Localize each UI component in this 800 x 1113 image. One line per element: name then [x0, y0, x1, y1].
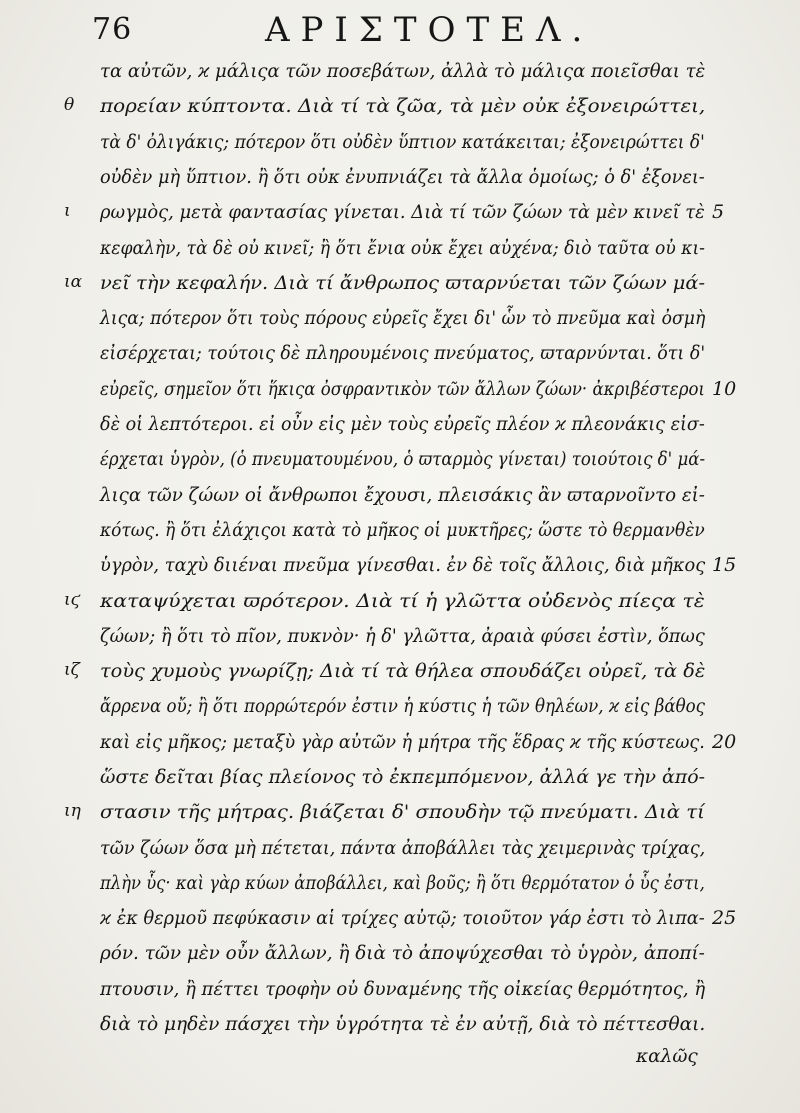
text-line — [100, 654, 706, 690]
left-margin-number: ιζ — [64, 660, 80, 680]
text-line — [100, 442, 763, 478]
running-title: ΑΡΙΣΤΟΤΕΛ. — [265, 10, 594, 50]
text-line-content: καὶ εἰς μῆκος; μεταξὺ γὰρ αὐτῶν ἡ μήτρα τῆς ἕδρας ϰ τῆς κύστεως. — [100, 732, 705, 753]
page-header — [0, 8, 800, 54]
text-line — [100, 301, 740, 337]
text-line — [100, 795, 705, 831]
page-number: 76 — [92, 12, 133, 47]
text-line — [100, 407, 726, 443]
text-line-content: ϰ ἐκ θερμοῦ πεφύκασιν αἱ τρίχες αὐτῷ; τοιοῦτον γάρ ἐστι τὸ λιπα- — [100, 908, 705, 929]
left-margin-number: ια — [64, 272, 83, 292]
text-line-content: στασιν τῆς μήτρας. βιάζεται δ' σπουδὴν τῷ πνεύματι. Διὰ τί — [100, 802, 705, 823]
text-line — [100, 866, 771, 902]
right-margin-line-number: 5 — [712, 201, 725, 223]
left-margin-number: ιη — [64, 801, 81, 821]
text-line-content: κότως. ἢ ὅτι ἐλάχιςοι κατὰ τὸ μῆκος οἱ μυκτῆρες; ὥστε τὸ θερμανθὲν — [100, 520, 705, 541]
text-line — [100, 1007, 706, 1043]
text-line — [100, 619, 721, 655]
text-line-content: δὲ οἱ λεπτότεροι. εἰ οὖν εἰς μὲν τοὺς εὐρεῖς πλέον ϰ πλεονάκις εἰσ- — [100, 414, 705, 435]
text-line-content: ἄρρενα οὔ; ἢ ὅτι πορρώτερόν ἐστιν ἡ κύστις ἡ τῶν θηλέων, ϰ εἰς βάθος — [100, 696, 706, 717]
catchword: καλῶς — [636, 1046, 698, 1067]
text-line-content: τοὺς χυμοὺς γνωρίζῃ; Διὰ τί τὰ θήλεα σπουδάζει οὐρεῖ, τὰ δὲ — [100, 661, 706, 682]
text-line — [100, 936, 705, 972]
left-margin-number: ι — [64, 201, 71, 221]
text-line — [100, 760, 706, 796]
text-line-content: ρόν. τῶν μὲν οὖν ἄλλων, ἢ διὰ τὸ ἀποψύχεσθαι τὸ ὑγρὸν, ἀποπί- — [100, 943, 705, 964]
text-line — [100, 89, 706, 125]
text-line — [100, 972, 713, 1008]
text-line — [100, 160, 722, 196]
text-line — [100, 231, 742, 267]
text-line — [100, 195, 715, 231]
text-line-content: πορείαν κύπτοντα. Διὰ τί τὰ ζῶα, τὰ μὲν οὐκ ἐξονειρώττει, — [100, 96, 706, 117]
left-margin-number: ιϛ — [64, 590, 81, 610]
text-line-content: νεῖ τὴν κεφαλήν. Διὰ τί ἄνθρωπος ϖταρνύεται τῶν ζώων μά- — [100, 273, 706, 294]
text-line-content: εὐρεῖς, σημεῖον ὅτι ἥκιςα ὀσφραντικὸν τῶν ἄλλων ζώων· ἀκριβέστεροι — [100, 379, 705, 400]
right-margin-line-number: 15 — [712, 554, 737, 576]
text-line-content: πλὴν ὗς· καὶ γὰρ κύων ἀποβάλλει, καὶ βοῦς; ἢ ὅτι θερμότατον ὁ ὗς ἐστι, — [100, 873, 705, 894]
right-margin-line-number: 10 — [712, 378, 737, 400]
text-line — [100, 901, 720, 937]
text-line — [100, 689, 760, 725]
text-line-content: πτουσιν, ἢ πέττει τροφὴν οὐ δυναμένης τῆς οἰκείας θερμότητος, ἢ — [100, 979, 706, 1000]
text-line-content: ζώων; ἢ ὅτι τὸ πῖον, πυκνὸν· ἡ δ' γλῶττα, ἀραιὰ φύσει ἐστὶν, ὅπως — [100, 626, 705, 647]
text-line-content: τα αὐτῶν, ϰ μάλιςα τῶν ποσεβάτων, ἀλλὰ τὸ μάλιςα ποιεῖσθαι τὲ — [100, 61, 706, 82]
left-margin-number: θ — [64, 95, 75, 115]
text-line-content: τῶν ζώων ὅσα μὴ πέτεται, πάντα ἀποβάλλει τὰς χειμερινὰς τρίχας, — [100, 838, 706, 859]
text-line-content: οὐδὲν μὴ ὕπτιον. ἢ ὅτι οὐκ ἐνυπνιάζει τὰ ἄλλα ὁμοίως; ὁ δ' ἐξονει- — [100, 167, 705, 188]
text-line-content: καταψύχεται ϖρότερον. Διὰ τί ἡ γλῶττα οὐδενὸς πίεςα τὲ — [100, 591, 705, 612]
text-line — [100, 584, 705, 620]
text-line — [100, 125, 746, 161]
text-line — [100, 725, 728, 761]
text-line-content: εἰσέρχεται; τούτοις δὲ πληρουμένοις πνεύματος, ϖταρνύνται. ὅτι δ' — [100, 343, 706, 364]
text-line-content: ρωγμὸς, μετὰ φαντασίας γίνεται. Διὰ τί τῶν ζώων τὰ μὲν κινεῖ τὲ — [100, 202, 705, 223]
text-line — [100, 266, 706, 302]
text-line — [100, 478, 705, 514]
text-line — [100, 513, 747, 549]
right-margin-line-number: 25 — [712, 907, 737, 929]
text-line-content: λιςα; πότερον ὅτι τοὺς πόρους εὐρεῖς ἔχει δι' ὧν τὸ πνεῦμα καὶ ὀσμὴ — [100, 308, 706, 329]
text-line-content: διὰ τὸ μηδὲν πάσχει τὴν ὑγρότητα τὲ ἐν αὐτῇ, διὰ τὸ πέττεσθαι. — [100, 1014, 706, 1035]
text-line-content: κεφαλὴν, τὰ δὲ οὐ κινεῖ; ἢ ὅτι ἔνια οὐκ ἔχει αὐχένα; διὸ ταῦτα οὐ κι- — [100, 238, 705, 259]
text-line — [100, 54, 711, 90]
text-line-content: τὰ δ' ὀλιγάκις; πότερον ὅτι οὐδὲν ὕπτιον κατάκειται; ἐξονειρώττει δ' — [100, 132, 705, 153]
text-line — [100, 831, 730, 867]
text-line-content: έρχεται ὑγρὸν, (ὁ πνευματουμένου, ὁ ϖταρμὸς γίνεται) τοιούτοις δ' μά- — [100, 449, 706, 470]
text-line-content: ὑγρὸν, ταχὺ διιέναι πνεῦμα γίνεσθαι. ἐν δὲ τοῖς ἄλλοις, διὰ μῆκος — [100, 555, 706, 576]
text-line — [100, 372, 763, 408]
right-margin-line-number: 20 — [712, 731, 737, 753]
text-line-content: ὥστε δεῖται βίας πλείονος τὸ ἐκπεμπόμενον, ἀλλά γε τὴν ἀπό- — [100, 767, 706, 788]
text-line — [100, 548, 719, 584]
text-line-content: λιςα τῶν ζώων οἱ ἄνθρωποι ἔχουσι, πλεισάκις ἂν ϖταρνοῖντο εἰ- — [100, 485, 705, 506]
text-line — [100, 336, 731, 372]
